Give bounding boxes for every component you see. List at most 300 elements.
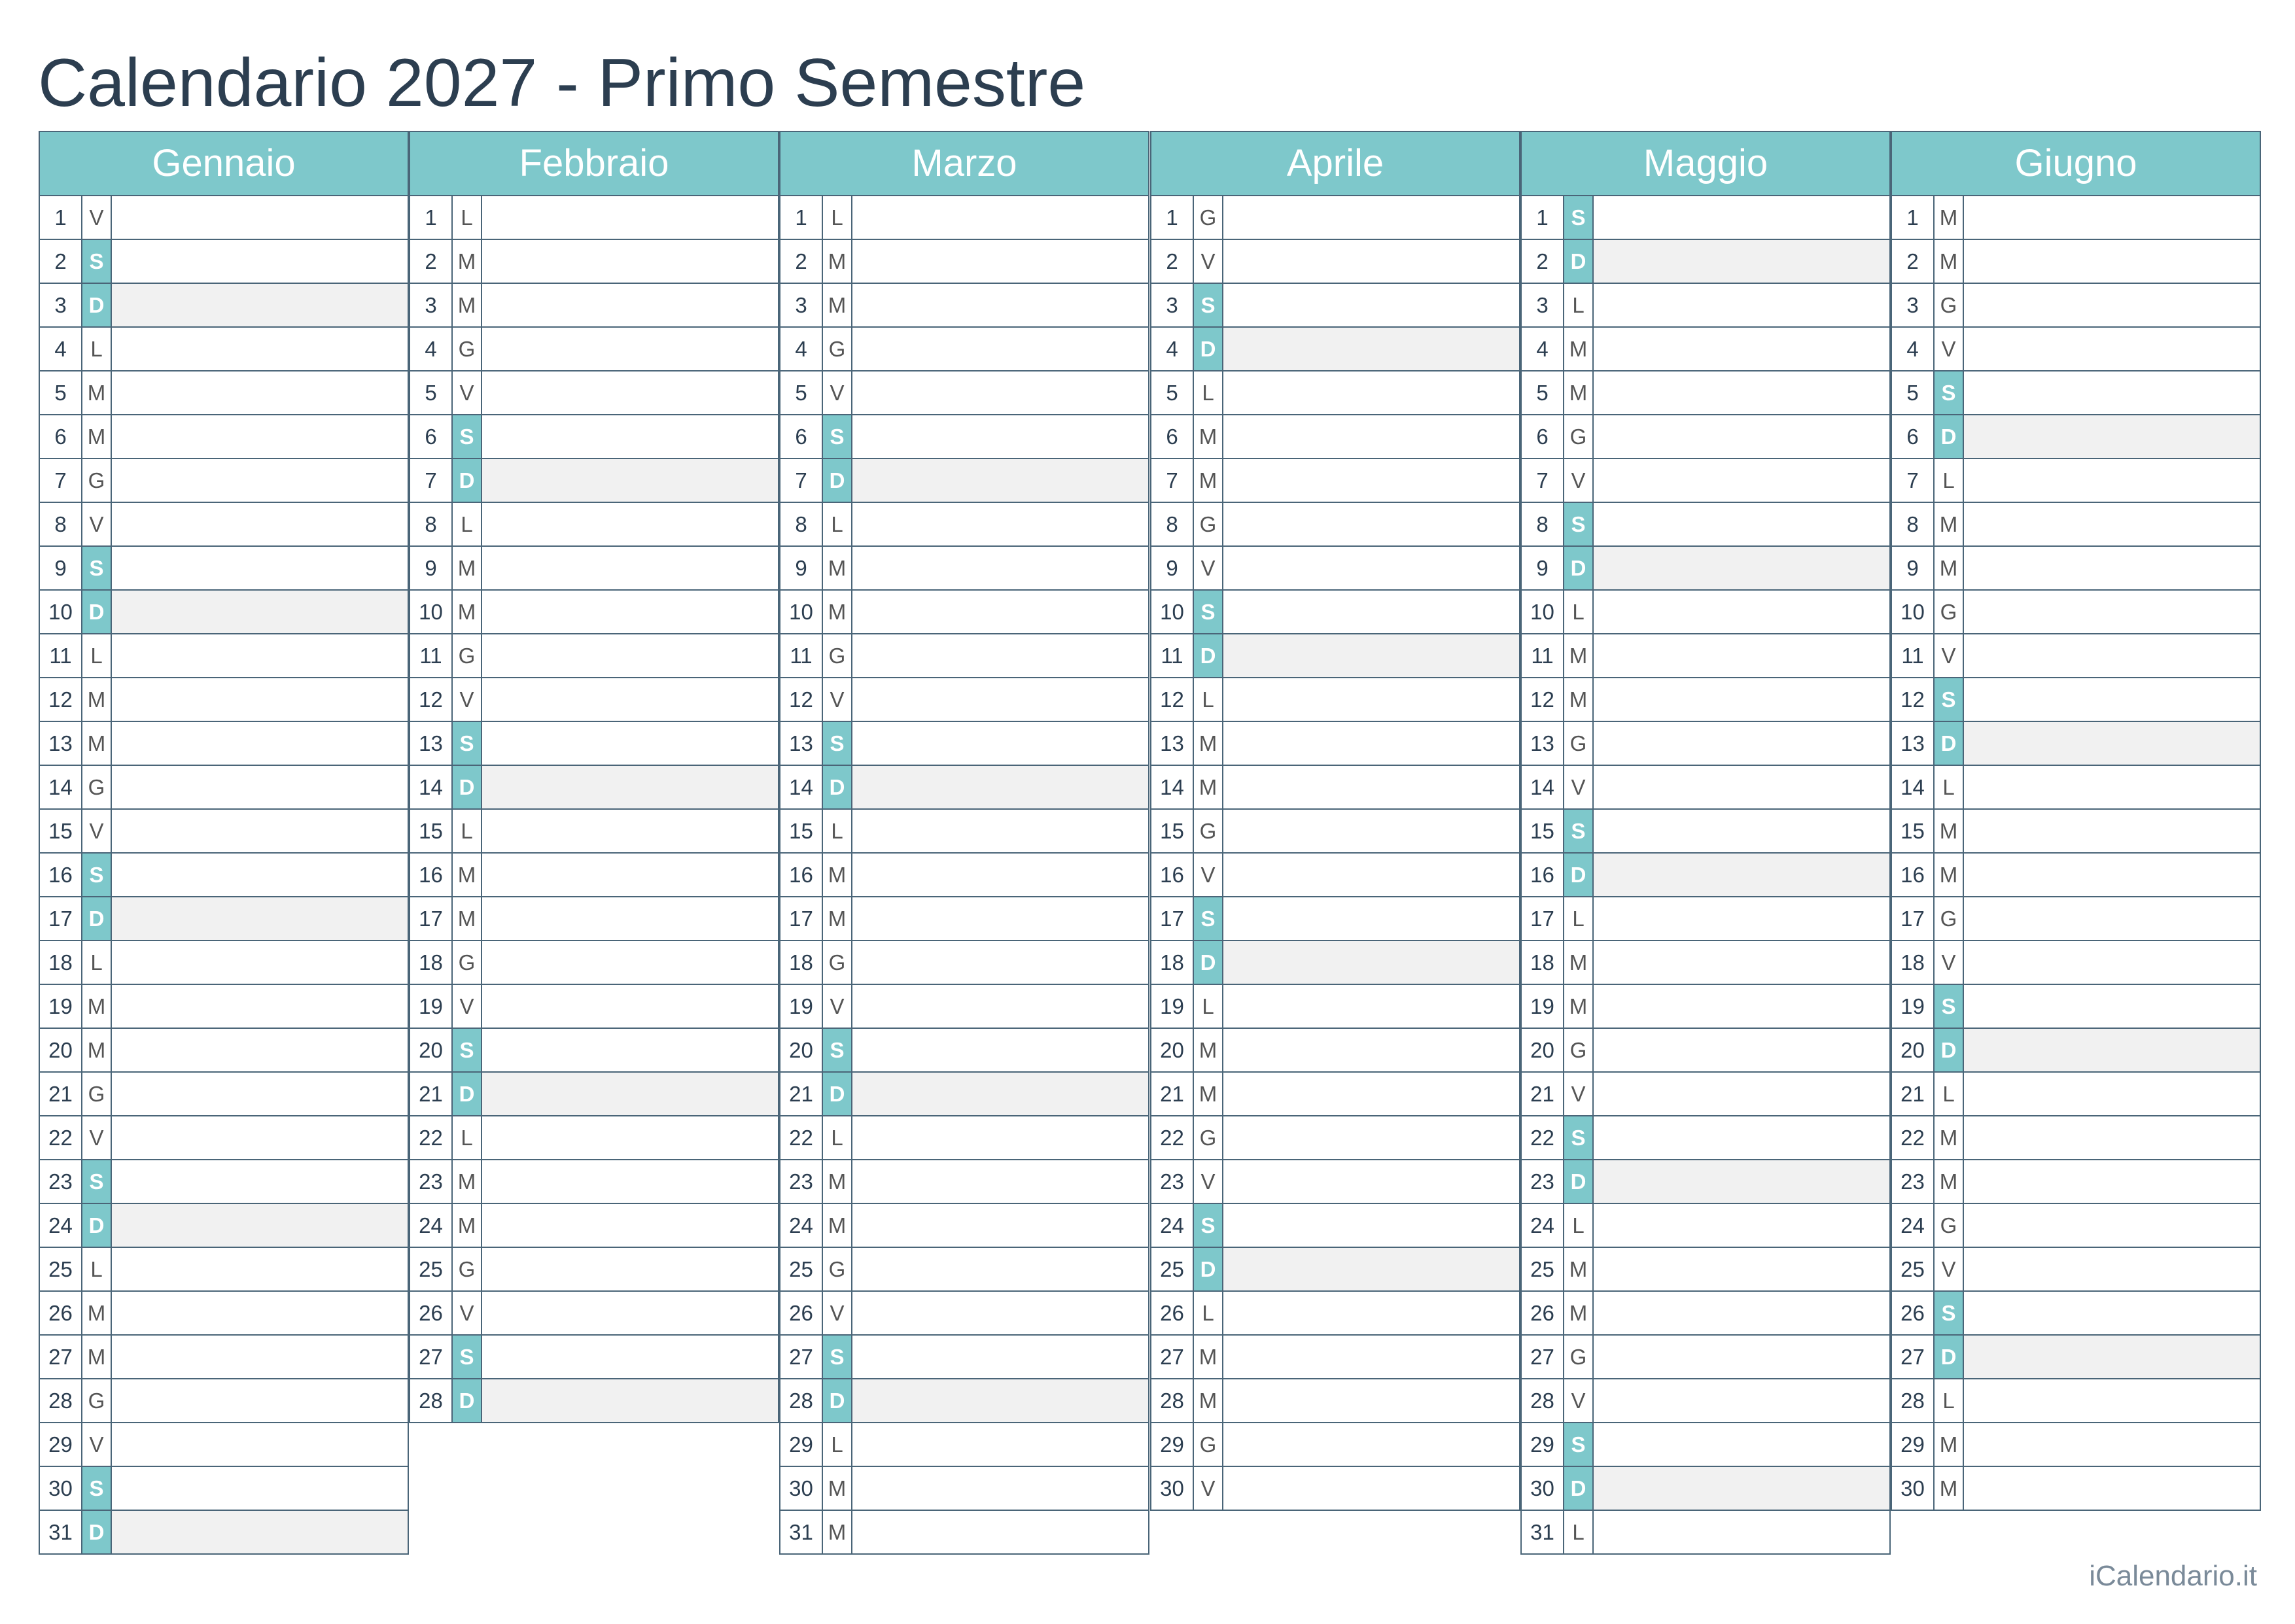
month-header: Maggio bbox=[1520, 131, 1891, 196]
day-number: 31 bbox=[780, 1511, 823, 1553]
day-number: 24 bbox=[780, 1204, 823, 1247]
weekday-letter: G bbox=[1935, 284, 1964, 326]
day-number: 4 bbox=[1522, 328, 1564, 370]
day-number: 20 bbox=[40, 1029, 82, 1071]
day-row bbox=[39, 985, 409, 1029]
day-row bbox=[409, 240, 779, 284]
day-row bbox=[409, 1073, 779, 1116]
day-number: 26 bbox=[410, 1292, 453, 1334]
weekday-letter: S bbox=[1194, 591, 1223, 633]
day-row bbox=[779, 1379, 1149, 1423]
day-row bbox=[1520, 854, 1891, 897]
weekday-letter: M bbox=[82, 1292, 112, 1334]
day-notes-area bbox=[852, 1467, 1148, 1510]
day-number: 24 bbox=[1151, 1204, 1194, 1247]
day-number: 1 bbox=[1522, 196, 1564, 239]
weekday-letter: M bbox=[82, 415, 112, 458]
weekday-letter: M bbox=[1935, 1423, 1964, 1466]
day-number: 15 bbox=[1522, 810, 1564, 852]
day-row bbox=[1891, 1073, 2261, 1116]
day-number: 19 bbox=[780, 985, 823, 1028]
day-row bbox=[1520, 985, 1891, 1029]
day-number: 18 bbox=[1522, 941, 1564, 984]
day-notes-area bbox=[1594, 1511, 1889, 1553]
day-notes-area bbox=[852, 810, 1148, 852]
day-number: 4 bbox=[410, 328, 453, 370]
day-number: 29 bbox=[40, 1423, 82, 1466]
weekday-letter: M bbox=[823, 897, 852, 940]
day-number: 2 bbox=[40, 240, 82, 283]
day-row bbox=[1891, 1336, 2261, 1379]
day-number: 18 bbox=[1892, 941, 1935, 984]
day-row bbox=[1520, 591, 1891, 634]
day-row bbox=[779, 1160, 1149, 1204]
day-number: 1 bbox=[40, 196, 82, 239]
day-row bbox=[409, 678, 779, 722]
day-number: 6 bbox=[410, 415, 453, 458]
day-row bbox=[1520, 1073, 1891, 1116]
day-notes-area bbox=[482, 634, 778, 677]
weekday-letter: D bbox=[823, 766, 852, 808]
weekday-letter: S bbox=[453, 415, 482, 458]
weekday-letter: S bbox=[1564, 1423, 1594, 1466]
weekday-letter: G bbox=[453, 634, 482, 677]
day-number: 26 bbox=[780, 1292, 823, 1334]
day-notes-area bbox=[1223, 897, 1519, 940]
day-row bbox=[1150, 810, 1520, 854]
day-notes-area bbox=[112, 810, 408, 852]
weekday-letter: M bbox=[1564, 985, 1594, 1028]
day-number: 2 bbox=[780, 240, 823, 283]
weekday-letter: D bbox=[1935, 1336, 1964, 1378]
weekday-letter: D bbox=[453, 459, 482, 502]
weekday-letter: V bbox=[1194, 1160, 1223, 1203]
day-notes-area bbox=[852, 1248, 1148, 1290]
weekday-letter: S bbox=[453, 722, 482, 765]
weekday-letter: G bbox=[453, 941, 482, 984]
day-number: 13 bbox=[1892, 722, 1935, 765]
day-row bbox=[39, 547, 409, 591]
day-notes-area bbox=[112, 1379, 408, 1422]
weekday-letter: M bbox=[1935, 547, 1964, 589]
weekday-letter: V bbox=[1564, 766, 1594, 808]
day-number: 19 bbox=[410, 985, 453, 1028]
day-notes-area bbox=[482, 1116, 778, 1159]
day-number: 16 bbox=[410, 854, 453, 896]
day-notes-area bbox=[482, 985, 778, 1028]
day-row bbox=[39, 854, 409, 897]
weekday-letter: M bbox=[82, 722, 112, 765]
weekday-letter: M bbox=[1194, 722, 1223, 765]
day-row bbox=[1891, 854, 2261, 897]
day-notes-area bbox=[112, 766, 408, 808]
day-notes-area bbox=[482, 503, 778, 545]
day-number: 5 bbox=[780, 371, 823, 414]
day-number: 3 bbox=[1522, 284, 1564, 326]
day-row bbox=[1520, 196, 1891, 240]
day-row bbox=[1891, 1248, 2261, 1292]
weekday-letter: D bbox=[823, 1073, 852, 1115]
day-notes-area bbox=[482, 459, 778, 502]
day-row bbox=[779, 1292, 1149, 1336]
day-notes-area bbox=[1594, 591, 1889, 633]
day-notes-area bbox=[1223, 1423, 1519, 1466]
day-number: 21 bbox=[1151, 1073, 1194, 1115]
weekday-letter: V bbox=[82, 1116, 112, 1159]
weekday-letter: G bbox=[823, 941, 852, 984]
weekday-letter: L bbox=[453, 503, 482, 545]
day-number: 22 bbox=[780, 1116, 823, 1159]
month-column-aprile bbox=[1150, 131, 1520, 1511]
day-notes-area bbox=[1594, 678, 1889, 721]
weekday-letter: S bbox=[1194, 897, 1223, 940]
day-notes-area bbox=[1223, 196, 1519, 239]
day-notes-area bbox=[1594, 284, 1889, 326]
day-row bbox=[1520, 1467, 1891, 1511]
day-notes-area bbox=[1964, 1029, 2260, 1071]
day-number: 2 bbox=[1892, 240, 1935, 283]
day-notes-area bbox=[112, 240, 408, 283]
day-notes-area bbox=[1964, 591, 2260, 633]
day-notes-area bbox=[852, 1336, 1148, 1378]
weekday-letter: M bbox=[823, 1511, 852, 1553]
day-number: 18 bbox=[1151, 941, 1194, 984]
day-row bbox=[779, 722, 1149, 766]
day-notes-area bbox=[1223, 1292, 1519, 1334]
weekday-letter: D bbox=[1194, 634, 1223, 677]
day-notes-area bbox=[1223, 722, 1519, 765]
day-notes-area bbox=[482, 1336, 778, 1378]
day-notes-area bbox=[112, 1073, 408, 1115]
day-notes-area bbox=[482, 591, 778, 633]
weekday-letter: G bbox=[1194, 810, 1223, 852]
day-notes-area bbox=[482, 547, 778, 589]
weekday-letter: S bbox=[82, 547, 112, 589]
day-notes-area bbox=[1594, 240, 1889, 283]
weekday-letter: S bbox=[1564, 1116, 1594, 1159]
weekday-letter: S bbox=[823, 415, 852, 458]
day-number: 29 bbox=[1522, 1423, 1564, 1466]
day-row bbox=[1520, 1248, 1891, 1292]
day-row bbox=[409, 591, 779, 634]
day-number: 11 bbox=[40, 634, 82, 677]
day-notes-area bbox=[112, 284, 408, 326]
day-number: 22 bbox=[1151, 1116, 1194, 1159]
weekday-letter: L bbox=[1194, 1292, 1223, 1334]
day-notes-area bbox=[1964, 634, 2260, 677]
day-number: 27 bbox=[1522, 1336, 1564, 1378]
day-row bbox=[1520, 284, 1891, 328]
day-row bbox=[1891, 591, 2261, 634]
day-number: 9 bbox=[1522, 547, 1564, 589]
weekday-letter: S bbox=[82, 1467, 112, 1510]
day-number: 23 bbox=[1522, 1160, 1564, 1203]
day-notes-area bbox=[1964, 196, 2260, 239]
day-row bbox=[1150, 1248, 1520, 1292]
day-notes-area bbox=[852, 240, 1148, 283]
day-notes-area bbox=[1223, 1336, 1519, 1378]
day-row bbox=[39, 1511, 409, 1555]
day-row bbox=[1150, 196, 1520, 240]
day-notes-area bbox=[1964, 985, 2260, 1028]
day-number: 28 bbox=[410, 1379, 453, 1422]
day-notes-area bbox=[1594, 1467, 1889, 1510]
weekday-letter: S bbox=[823, 1029, 852, 1071]
day-number: 25 bbox=[410, 1248, 453, 1290]
weekday-letter: L bbox=[1935, 766, 1964, 808]
weekday-letter: M bbox=[82, 371, 112, 414]
weekday-letter: G bbox=[82, 459, 112, 502]
weekday-letter: M bbox=[1564, 678, 1594, 721]
day-number: 8 bbox=[410, 503, 453, 545]
day-number: 16 bbox=[40, 854, 82, 896]
day-notes-area bbox=[1223, 1029, 1519, 1071]
day-number: 17 bbox=[410, 897, 453, 940]
day-row bbox=[1520, 678, 1891, 722]
day-notes-area bbox=[852, 591, 1148, 633]
day-number: 6 bbox=[1151, 415, 1194, 458]
day-number: 19 bbox=[1892, 985, 1935, 1028]
day-number: 5 bbox=[410, 371, 453, 414]
day-row bbox=[409, 810, 779, 854]
day-row bbox=[1520, 415, 1891, 459]
day-row bbox=[1150, 766, 1520, 810]
month-header: Marzo bbox=[779, 131, 1149, 196]
day-number: 7 bbox=[410, 459, 453, 502]
day-number: 17 bbox=[1892, 897, 1935, 940]
weekday-letter: D bbox=[1194, 1248, 1223, 1290]
day-row bbox=[39, 284, 409, 328]
day-notes-area bbox=[1964, 1423, 2260, 1466]
weekday-letter: M bbox=[82, 1336, 112, 1378]
day-row bbox=[409, 985, 779, 1029]
day-number: 6 bbox=[1522, 415, 1564, 458]
day-row bbox=[1520, 1160, 1891, 1204]
day-number: 14 bbox=[1892, 766, 1935, 808]
day-number: 10 bbox=[1151, 591, 1194, 633]
day-number: 23 bbox=[1151, 1160, 1194, 1203]
day-notes-area bbox=[482, 196, 778, 239]
day-notes-area bbox=[1223, 1160, 1519, 1203]
weekday-letter: V bbox=[453, 678, 482, 721]
day-notes-area bbox=[1223, 766, 1519, 808]
day-row bbox=[1891, 941, 2261, 985]
day-row bbox=[1150, 591, 1520, 634]
day-notes-area bbox=[112, 196, 408, 239]
weekday-letter: M bbox=[1564, 1292, 1594, 1334]
day-notes-area bbox=[1964, 678, 2260, 721]
day-notes-area bbox=[1594, 1116, 1889, 1159]
day-row bbox=[779, 1336, 1149, 1379]
day-notes-area bbox=[852, 1423, 1148, 1466]
day-number: 24 bbox=[410, 1204, 453, 1247]
weekday-letter: M bbox=[823, 1160, 852, 1203]
day-row bbox=[1150, 1379, 1520, 1423]
month-header: Gennaio bbox=[39, 131, 409, 196]
month-column-gennaio bbox=[39, 131, 409, 1555]
calendar-grid bbox=[39, 131, 2261, 1554]
weekday-letter: M bbox=[1564, 328, 1594, 370]
day-notes-area bbox=[1594, 897, 1889, 940]
weekday-letter: D bbox=[1564, 547, 1594, 589]
day-row bbox=[779, 1073, 1149, 1116]
day-row bbox=[779, 1423, 1149, 1467]
day-row bbox=[779, 591, 1149, 634]
day-notes-area bbox=[852, 634, 1148, 677]
day-number: 4 bbox=[1151, 328, 1194, 370]
day-notes-area bbox=[1594, 328, 1889, 370]
day-row bbox=[779, 240, 1149, 284]
day-number: 19 bbox=[1522, 985, 1564, 1028]
day-number: 20 bbox=[410, 1029, 453, 1071]
day-notes-area bbox=[112, 1160, 408, 1203]
day-number: 27 bbox=[1892, 1336, 1935, 1378]
day-number: 23 bbox=[40, 1160, 82, 1203]
weekday-letter: M bbox=[1564, 1248, 1594, 1290]
day-number: 12 bbox=[1151, 678, 1194, 721]
day-notes-area bbox=[1594, 810, 1889, 852]
weekday-letter: S bbox=[1564, 503, 1594, 545]
day-notes-area bbox=[112, 371, 408, 414]
day-notes-area bbox=[1223, 371, 1519, 414]
weekday-letter: V bbox=[82, 503, 112, 545]
day-row bbox=[409, 1292, 779, 1336]
day-row bbox=[779, 941, 1149, 985]
day-number: 30 bbox=[780, 1467, 823, 1510]
day-row bbox=[1891, 766, 2261, 810]
day-notes-area bbox=[1964, 854, 2260, 896]
weekday-letter: D bbox=[453, 1379, 482, 1422]
day-number: 22 bbox=[40, 1116, 82, 1159]
day-notes-area bbox=[1223, 328, 1519, 370]
weekday-letter: V bbox=[1935, 1248, 1964, 1290]
weekday-letter: D bbox=[823, 1379, 852, 1422]
day-row bbox=[1891, 810, 2261, 854]
day-number: 11 bbox=[1151, 634, 1194, 677]
weekday-letter: V bbox=[1564, 459, 1594, 502]
day-row bbox=[1150, 459, 1520, 503]
day-row bbox=[1520, 897, 1891, 941]
weekday-letter: V bbox=[1935, 634, 1964, 677]
day-row bbox=[1150, 1160, 1520, 1204]
day-number: 25 bbox=[1522, 1248, 1564, 1290]
day-number: 12 bbox=[780, 678, 823, 721]
day-row bbox=[409, 897, 779, 941]
day-number: 2 bbox=[1151, 240, 1194, 283]
day-row bbox=[1150, 547, 1520, 591]
day-notes-area bbox=[1964, 328, 2260, 370]
day-number: 18 bbox=[780, 941, 823, 984]
weekday-letter: D bbox=[1935, 1029, 1964, 1071]
day-row bbox=[1891, 678, 2261, 722]
day-row bbox=[1891, 1292, 2261, 1336]
day-row bbox=[1520, 634, 1891, 678]
day-row bbox=[779, 196, 1149, 240]
day-row bbox=[1150, 1336, 1520, 1379]
weekday-letter: M bbox=[453, 240, 482, 283]
weekday-letter: S bbox=[823, 1336, 852, 1378]
weekday-letter: G bbox=[82, 766, 112, 808]
weekday-letter: V bbox=[82, 196, 112, 239]
weekday-letter: L bbox=[453, 810, 482, 852]
day-notes-area bbox=[1594, 1204, 1889, 1247]
day-row bbox=[779, 1467, 1149, 1511]
day-number: 3 bbox=[1151, 284, 1194, 326]
day-row bbox=[1891, 1160, 2261, 1204]
weekday-letter: G bbox=[823, 634, 852, 677]
day-notes-area bbox=[1594, 1423, 1889, 1466]
day-number: 14 bbox=[1151, 766, 1194, 808]
day-row bbox=[779, 1511, 1149, 1555]
day-row bbox=[1520, 722, 1891, 766]
day-number: 14 bbox=[780, 766, 823, 808]
day-notes-area bbox=[112, 941, 408, 984]
weekday-letter: L bbox=[823, 196, 852, 239]
weekday-letter: L bbox=[82, 328, 112, 370]
weekday-letter: L bbox=[823, 1423, 852, 1466]
day-notes-area bbox=[112, 1204, 408, 1247]
day-notes-area bbox=[1223, 415, 1519, 458]
weekday-letter: L bbox=[1564, 284, 1594, 326]
day-notes-area bbox=[1964, 1379, 2260, 1422]
month-column-febbraio bbox=[409, 131, 779, 1423]
day-number: 19 bbox=[1151, 985, 1194, 1028]
weekday-letter: V bbox=[453, 371, 482, 414]
day-number: 29 bbox=[1892, 1423, 1935, 1466]
day-notes-area bbox=[852, 722, 1148, 765]
weekday-letter: M bbox=[453, 897, 482, 940]
day-number: 11 bbox=[1522, 634, 1564, 677]
day-notes-area bbox=[852, 415, 1148, 458]
day-notes-area bbox=[112, 854, 408, 896]
weekday-letter: M bbox=[823, 284, 852, 326]
day-number: 24 bbox=[40, 1204, 82, 1247]
weekday-letter: L bbox=[823, 503, 852, 545]
day-number: 12 bbox=[410, 678, 453, 721]
day-number: 3 bbox=[40, 284, 82, 326]
day-notes-area bbox=[1223, 1073, 1519, 1115]
weekday-letter: S bbox=[82, 1160, 112, 1203]
day-number: 11 bbox=[780, 634, 823, 677]
day-number: 18 bbox=[40, 941, 82, 984]
weekday-letter: L bbox=[1564, 1204, 1594, 1247]
weekday-letter: M bbox=[823, 547, 852, 589]
weekday-letter: M bbox=[1935, 196, 1964, 239]
day-notes-area bbox=[1594, 854, 1889, 896]
day-notes-area bbox=[852, 1160, 1148, 1203]
weekday-letter: S bbox=[1194, 1204, 1223, 1247]
weekday-letter: L bbox=[823, 1116, 852, 1159]
day-row bbox=[39, 591, 409, 634]
day-number: 22 bbox=[1892, 1116, 1935, 1159]
day-notes-area bbox=[1223, 810, 1519, 852]
weekday-letter: V bbox=[823, 1292, 852, 1334]
day-number: 9 bbox=[410, 547, 453, 589]
day-notes-area bbox=[482, 810, 778, 852]
weekday-letter: G bbox=[1194, 196, 1223, 239]
day-notes-area bbox=[1594, 1248, 1889, 1290]
day-number: 26 bbox=[1892, 1292, 1935, 1334]
day-notes-area bbox=[1594, 196, 1889, 239]
day-number: 3 bbox=[780, 284, 823, 326]
month-header: Giugno bbox=[1891, 131, 2261, 196]
day-row bbox=[1891, 1204, 2261, 1248]
day-row bbox=[779, 415, 1149, 459]
day-notes-area bbox=[1223, 503, 1519, 545]
day-number: 28 bbox=[780, 1379, 823, 1422]
day-number: 8 bbox=[1151, 503, 1194, 545]
day-number: 21 bbox=[1892, 1073, 1935, 1115]
